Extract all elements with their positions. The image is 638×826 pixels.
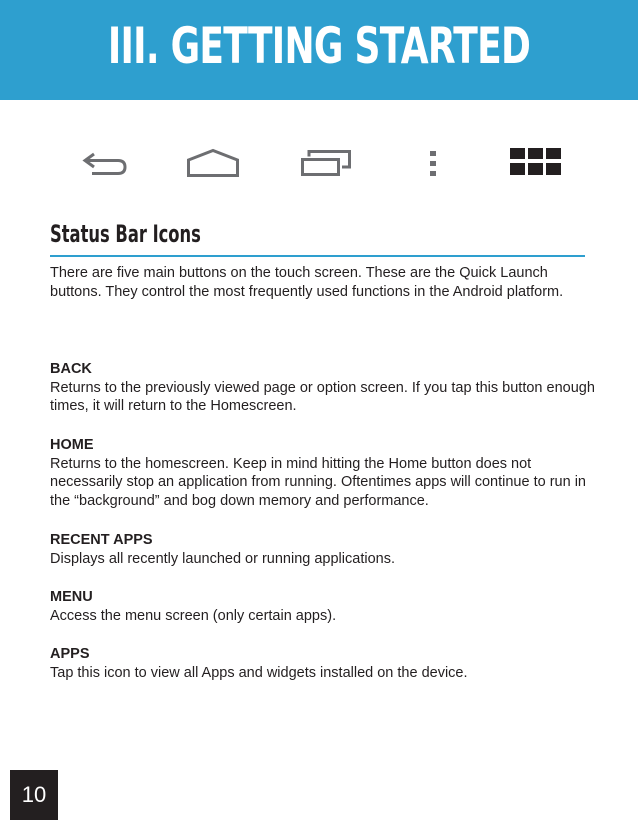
home-title: HOME xyxy=(50,437,94,453)
home-description-block xyxy=(50,436,595,510)
apps-grid-icon xyxy=(510,148,562,178)
apps-description: Tap this icon to view all Apps and widgets installed on the device. xyxy=(50,664,468,681)
recent-apps-description-block xyxy=(50,531,595,568)
home-icon xyxy=(186,148,240,178)
recent-apps-description: Displays all recently launched or running applications. xyxy=(50,550,395,567)
apps-title: APPS xyxy=(50,646,90,662)
home-description: Returns to the homescreen. Keep in mind hitting the Home button does not necessarily stop an application from running. Oftentimes apps will continue to run in the “background” and bog down memory and performance. xyxy=(50,455,586,509)
heading-divider xyxy=(50,255,585,257)
recent-apps-title: RECENT APPS xyxy=(50,532,153,548)
back-arrow-icon xyxy=(80,150,130,178)
back-description-block xyxy=(50,360,595,416)
menu-dots-icon xyxy=(428,150,438,178)
apps-description-block xyxy=(50,645,595,682)
section-heading: Status Bar Icons xyxy=(50,220,201,248)
page-number: 10 xyxy=(10,770,58,820)
intro-paragraph: There are five main buttons on the touch screen. These are the Quick Launch buttons. They control the most frequently used functions in the Android platform. xyxy=(50,265,564,300)
menu-description-block xyxy=(50,588,595,625)
recent-apps-icon xyxy=(300,149,352,177)
header-band xyxy=(0,0,638,100)
menu-description: Access the menu screen (only certain apps). xyxy=(50,607,337,624)
chapter-title: III. GETTING STARTED xyxy=(107,17,531,75)
menu-title: MENU xyxy=(50,589,93,605)
back-title: BACK xyxy=(50,361,92,377)
back-description: Returns to the previously viewed page or option screen. If you tap this button enough times, it will return to the Homescreen. xyxy=(50,379,595,414)
nav-icon-row xyxy=(0,140,638,190)
